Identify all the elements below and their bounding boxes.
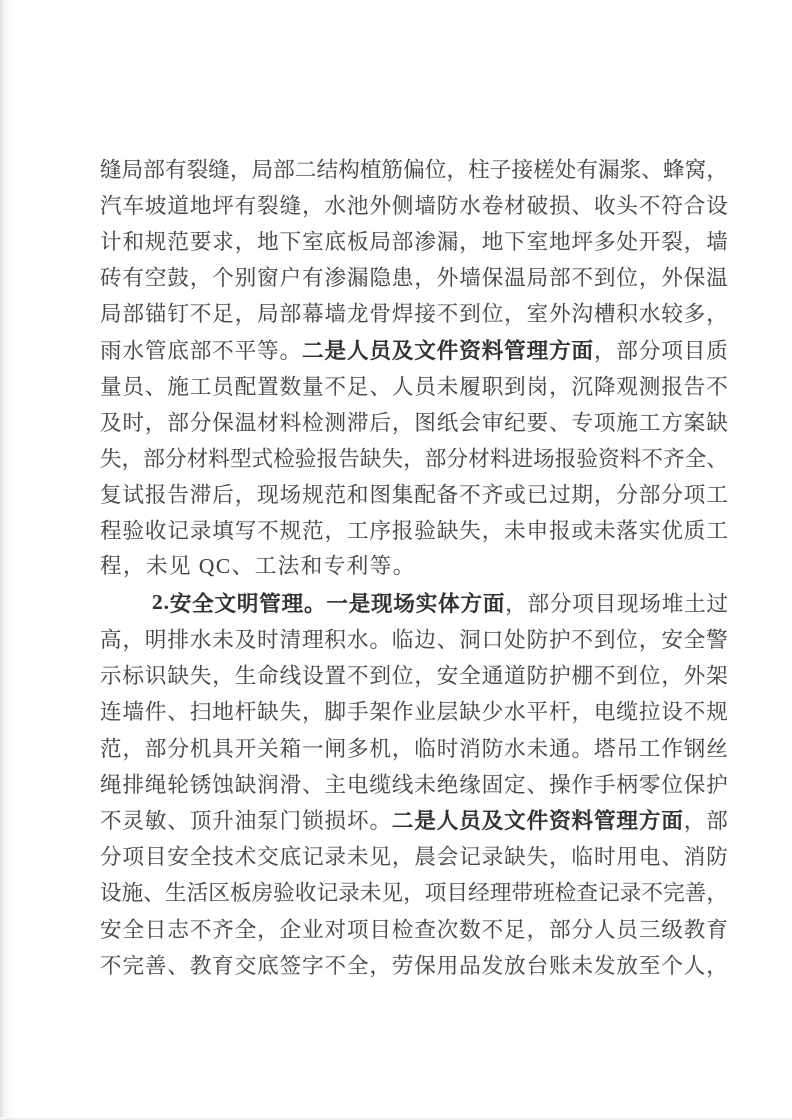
text-line: 砖 有 空 鼓 ， 个 别 窗 户 有 渗 漏 隐 患 ， 外 墙 保 温 局 部 不 到 位 ， 外 保 温 [100,266,728,291]
document-body [100,150,728,982]
text-line: 汽 车 坡 道 地 坪 有 裂 缝 ， 水 池 外 侧 墙 防 水 卷 材 破 损 、 收 头 不 符 合 设 [100,193,728,218]
text-line: 计 和 规 范 要 求 ， 地 下 室 底 板 局 部 渗 漏 ， 地 下 室 地 坪 多 处 开 裂 ， 墙 [100,229,728,254]
scan-edge-shadow-left [0,0,12,1120]
text-line: 范 ， 部 分 机 具 开 关 箱 一 闸 多 机 ， 临 时 消 防 水 未 通 。 塔 吊 工 作 钢 丝 [100,736,728,761]
text-line: 缝 局 部 有 裂 缝 ， 局 部 二 结 构 植 筋 偏 位 ， 柱 子 接 槎 处 有 漏 浆 、 蜂 窝 ， [100,157,728,182]
text-line: 复 试 报 告 滞 后 ， 现 场 规 范 和 图 集 配 备 不 齐 或 已 过 期 ， 分 部 分 项 工 [100,483,728,508]
text-line: 2 . 安 全 文 明 管 理 。 一 是 现 场 实 体 方 面 ， 部 分 项 目 现 场 堆 土 过 [152,589,728,616]
text-line: 设 施 、 生 活 区 板 房 验 收 记 录 未 见 ， 项 目 经 理 带 班 检 查 记 录 不 完 善 ， [100,881,728,906]
text-line: 安 全 日 志 不 齐 全 ， 企 业 对 项 目 检 查 次 数 不 足 ， 部 分 人 员 三 级 教 育 [100,917,728,942]
text-line: 分 项 目 安 全 技 术 交 底 记 录 未 见 ， 晨 会 记 录 缺 失 ， 临 时 用 电 、 消 防 [100,845,728,870]
text-line: 局 部 锚 钉 不 足 ， 局 部 幕 墙 龙 骨 焊 接 不 到 位 ， 室 外 沟 槽 积 水 较 多 ， [100,302,728,327]
text-line: 高 ， 明 排 水 未 及 时 清 理 积 水 。 临 边 、 洞 口 处 防 护 不 到 位 ， 安 全 警 [100,628,728,653]
text-line: 程，未见 QC、工法和专利等。 [100,554,416,579]
text-line: 不 灵 敏 、 顶 升 油 泵 门 锁 损 坏 。 二 是 人 员 及 文 件 资 料 管 理 方 面 ， 部 [100,808,728,833]
text-line: 程 验 收 记 录 填 写 不 规 范 ， 工 序 报 验 缺 失 ， 未 申 报 或 未 落 实 优 质 工 [100,519,728,544]
text-line: 连 墙 件 、 扫 地 杆 缺 失 ， 脚 手 架 作 业 层 缺 少 水 平 杆 ， 电 缆 拉 设 不 规 [100,700,728,725]
text-line: 雨 水 管 底 部 不 平 等 。 二 是 人 员 及 文 件 资 料 管 理 方 面 ， 部 分 项 目 质 [100,338,728,363]
text-line: 及 时 ， 部 分 保 温 材 料 检 测 滞 后 ， 图 纸 会 审 纪 要 、 专 项 施 工 方 案 缺 [100,410,728,435]
text-line: 不 完 善 、 教 育 交 底 签 字 不 全 ， 劳 保 用 品 发 放 台 账 未 发 放 至 个 人 ， [100,953,728,978]
text-line: 失 ， 部 分 材 料 型 式 检 验 报 告 缺 失 ， 部 分 材 料 进 场 报 验 资 料 不 齐 全 、 [100,447,728,472]
text-line: 量 员 、 施 工 员 配 置 数 量 不 足 、 人 员 未 履 职 到 岗 ， 沉 降 观 测 报 告 不 [100,374,728,399]
text-line: 示 标 识 缺 失 ， 生 命 线 设 置 不 到 位 ， 安 全 通 道 防 护 棚 不 到 位 ， 外 架 [100,664,728,689]
text-line: 绳 排 绳 轮 锈 蚀 缺 润 滑 、 主 电 缆 线 未 绝 缘 固 定 、 操 作 手 柄 零 位 保 护 [100,772,728,797]
